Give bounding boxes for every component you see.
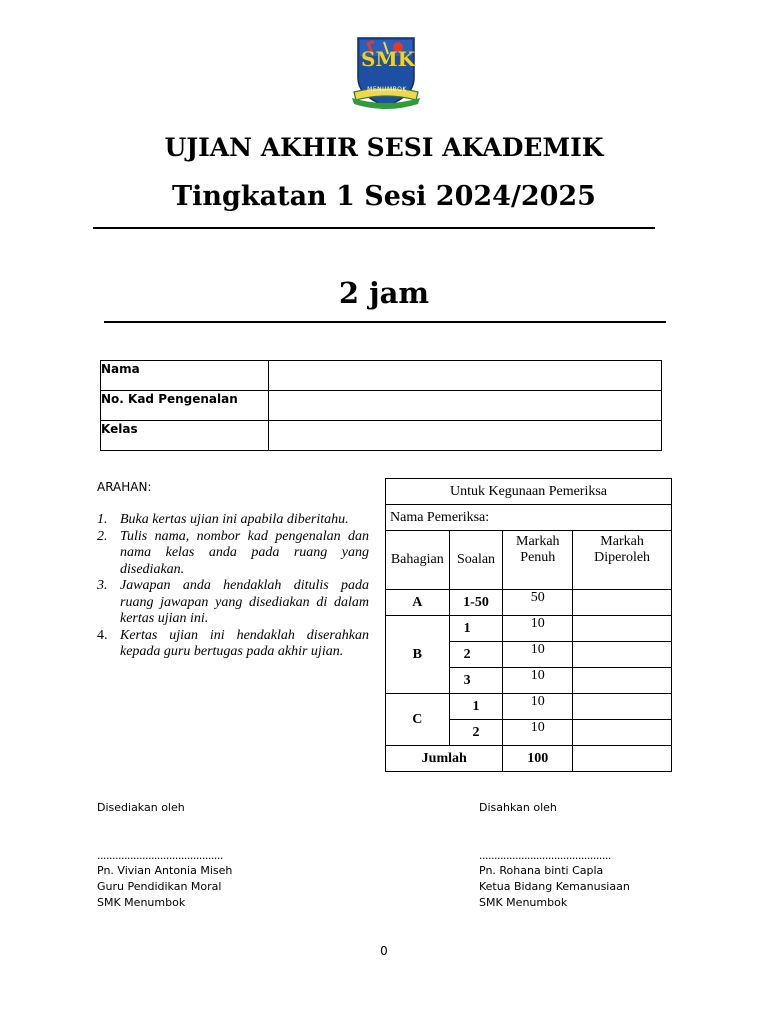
question-number: 2 — [449, 720, 503, 746]
instruction-item — [97, 578, 369, 628]
total-row — [386, 746, 672, 772]
question-number: 1-50 — [449, 590, 503, 616]
instruction-item — [97, 628, 369, 661]
examiner-table — [385, 478, 672, 772]
instruction-item — [97, 529, 369, 579]
obtained-marks-field[interactable] — [573, 694, 672, 720]
obtained-marks-field[interactable] — [573, 720, 672, 746]
logo-text: SMK — [361, 47, 415, 71]
student-info-row — [101, 361, 662, 391]
exam-subtitle: Tingkatan 1 Sesi 2024/2025 — [172, 181, 596, 212]
full-marks: 50 — [503, 590, 573, 616]
approved-role: Ketua Bidang Kemanusiaan — [479, 880, 630, 893]
examiner-name-label: Nama Pemeriksa: — [386, 505, 672, 531]
marks-row — [386, 616, 672, 642]
question-number: 1 — [449, 694, 503, 720]
page-number: 0 — [380, 944, 388, 958]
class-field[interactable] — [269, 421, 662, 451]
prepared-by-label: Disediakan oleh — [97, 801, 185, 814]
title-divider — [93, 227, 655, 229]
ic-number-field[interactable] — [269, 391, 662, 421]
approved-school: SMK Menumbok — [479, 896, 568, 909]
prepared-school: SMK Menumbok — [97, 896, 186, 909]
full-marks: 10 — [503, 694, 573, 720]
prepared-role: Guru Pendidikan Moral — [97, 880, 222, 893]
instruction-number: 3. — [97, 578, 108, 593]
header-markah-penuh: Markah Penuh — [503, 531, 573, 590]
full-marks: 10 — [503, 720, 573, 746]
total-obtained-field[interactable] — [573, 746, 672, 772]
question-number: 1 — [449, 616, 503, 642]
marks-row — [386, 694, 672, 720]
student-info-row — [101, 391, 662, 421]
examiner-table-title: Untuk Kegunaan Pemeriksa — [386, 479, 672, 505]
instruction-text: Jawapan anda hendaklah ditulis pada ruang jawapan yang disediakan di dalam kertas ujian ini. — [120, 578, 369, 626]
student-info-table — [100, 360, 662, 451]
approved-signature-line: ............................................ — [479, 849, 611, 862]
instruction-item — [97, 512, 369, 529]
question-number: 2 — [449, 642, 503, 668]
full-marks: 10 — [503, 642, 573, 668]
full-marks: 10 — [503, 668, 573, 694]
full-marks: 10 — [503, 616, 573, 642]
instructions-list — [97, 512, 369, 661]
header-soalan: Soalan — [449, 531, 503, 590]
approved-by-label: Disahkan oleh — [479, 801, 557, 814]
total-marks: 100 — [503, 746, 573, 772]
obtained-marks-field[interactable] — [573, 642, 672, 668]
prepared-signature-line: .......................................... — [97, 849, 223, 862]
school-logo — [348, 34, 424, 110]
instruction-text: Kertas ujian ini hendaklah diserahkan kepada guru bertugas pada akhir ujian. — [120, 627, 369, 659]
obtained-marks-field[interactable] — [573, 668, 672, 694]
instructions-heading: ARAHAN: — [97, 480, 152, 494]
section-label: C — [386, 694, 450, 746]
duration-divider — [104, 321, 666, 323]
total-label: Jumlah — [386, 746, 503, 772]
exam-duration: 2 jam — [338, 276, 430, 310]
obtained-marks-field[interactable] — [573, 616, 672, 642]
student-info-row — [101, 421, 662, 451]
prepared-name: Pn. Vivian Antonia Miseh — [97, 864, 233, 877]
section-label: B — [386, 616, 450, 694]
approved-name: Pn. Rohana binti Capla — [479, 864, 604, 877]
exam-title: UJIAN AKHIR SESI AKADEMIK — [164, 133, 604, 162]
logo-motto: MENUMBOK — [367, 86, 407, 93]
obtained-marks-field[interactable] — [573, 590, 672, 616]
instruction-number: 4. — [97, 627, 108, 643]
instruction-number: 1. — [97, 512, 108, 527]
student-info-label: Nama — [101, 361, 269, 391]
instruction-text: Tulis nama, nombor kad pengenalan dan nama kelas anda pada ruang yang disediakan. — [120, 528, 369, 577]
name-field[interactable] — [269, 361, 662, 391]
student-info-label: Kelas — [101, 421, 269, 451]
question-number: 3 — [449, 668, 503, 694]
marks-row — [386, 590, 672, 616]
header-bahagian: Bahagian — [386, 531, 450, 590]
instruction-number: 2. — [97, 528, 108, 544]
instruction-text: Buka kertas ujian ini apabila diberitahu. — [120, 512, 349, 527]
header-markah-diperoleh: Markah Diperoleh — [573, 531, 672, 590]
section-label: A — [386, 590, 450, 616]
student-info-label: No. Kad Pengenalan — [101, 391, 269, 421]
